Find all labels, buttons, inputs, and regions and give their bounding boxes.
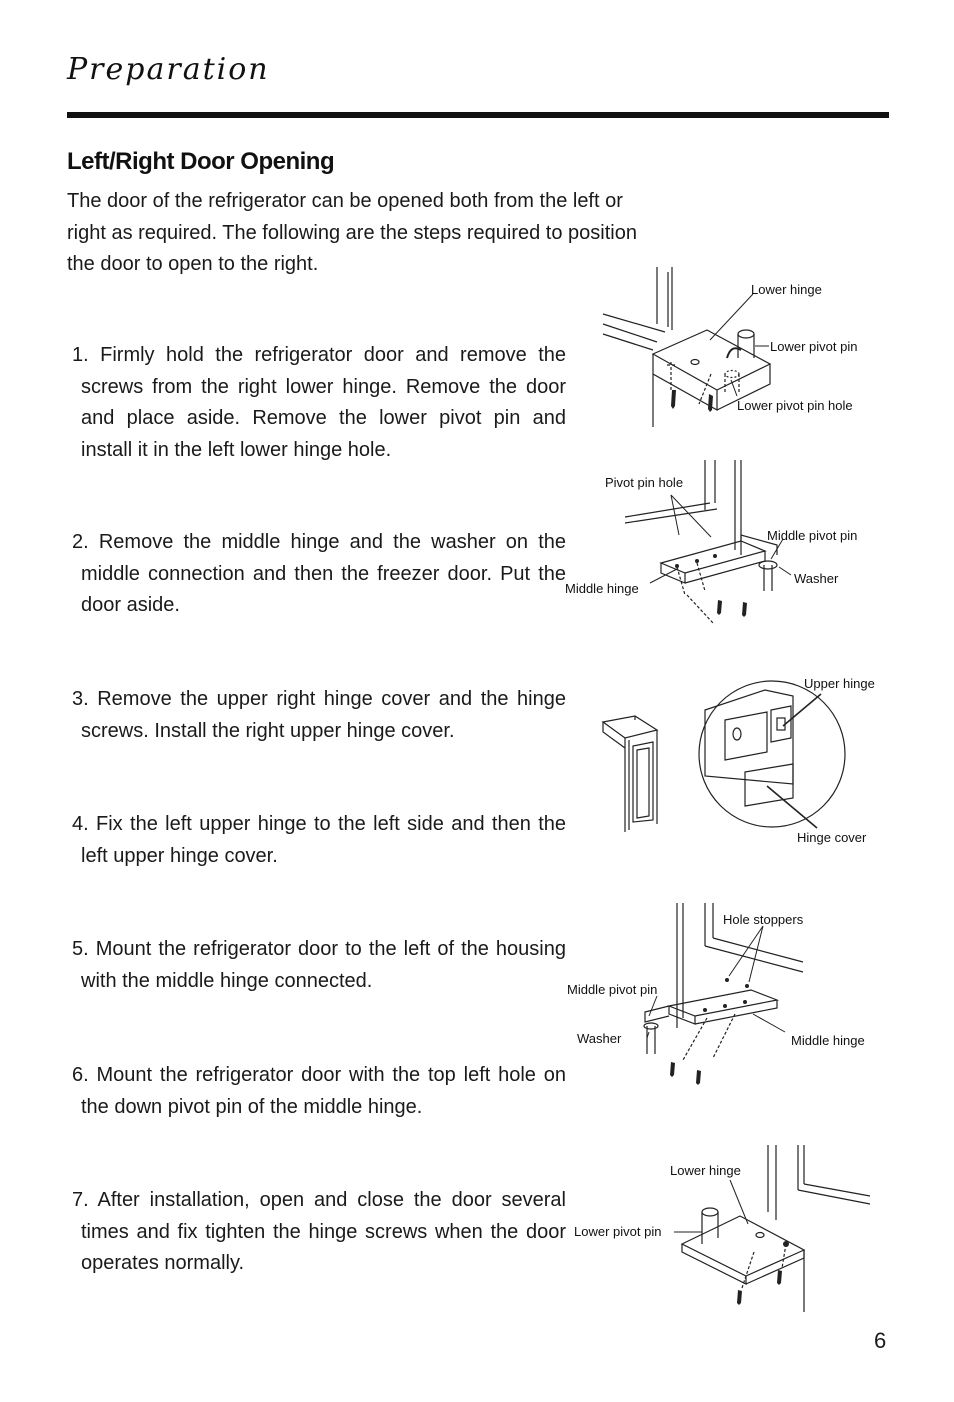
label-lower-pivot-pin: Lower pivot pin bbox=[574, 1224, 662, 1239]
middle-hinge-remount-figure bbox=[565, 898, 885, 1088]
step-7: 7. After installation, open and close the door several times and fix tighten the hinge screws when the door operates normally. bbox=[72, 1189, 566, 1274]
label-lower-hinge: Lower hinge bbox=[751, 282, 822, 297]
step-5: 5. Mount the refrigerator door to the left of the housing with the middle hinge connected. bbox=[72, 938, 566, 992]
upper-hinge-figure bbox=[595, 672, 890, 845]
lower-hinge-left-figure bbox=[570, 1140, 890, 1315]
header-rule bbox=[67, 112, 889, 118]
step-6: 6. Mount the refrigerator door with the top left hole on the down pivot pin of the middle hinge. bbox=[72, 1064, 566, 1118]
page-number: 6 bbox=[874, 1328, 887, 1353]
label-lower-pivot-pin-hole: Lower pivot pin hole bbox=[737, 398, 853, 413]
label-middle-pivot-pin: Middle pivot pin bbox=[767, 528, 858, 543]
middle-hinge-figure bbox=[565, 455, 885, 630]
label-middle-pivot-pin: Middle pivot pin bbox=[567, 982, 658, 997]
label-hinge-cover: Hinge cover bbox=[797, 830, 867, 845]
label-hole-stoppers: Hole stoppers bbox=[723, 912, 804, 927]
lower-hinge-figure bbox=[595, 262, 895, 437]
step-3: 3. Remove the upper right hinge cover and the hinge screws. Install the right upper hinge cover. bbox=[72, 688, 566, 742]
section-title: Preparation bbox=[67, 52, 270, 87]
step-4: 4. Fix the left upper hinge to the left side and then the left upper hinge cover. bbox=[72, 813, 566, 867]
label-lower-hinge: Lower hinge bbox=[670, 1163, 741, 1178]
label-middle-hinge: Middle hinge bbox=[791, 1033, 865, 1048]
label-middle-hinge: Middle hinge bbox=[565, 581, 639, 596]
step-1: 1. Firmly hold the refrigerator door and remove the screws from the right lower hinge. Remove the door and place aside. Remove the lower pivot pin and install it in the left lower hinge hole. bbox=[72, 344, 566, 461]
label-pivot-pin-hole: Pivot pin hole bbox=[605, 475, 684, 490]
page-heading: Left/Right Door Opening bbox=[67, 148, 335, 175]
step-2: 2. Remove the middle hinge and the washer on the middle connection and then the freezer door. Put the door aside. bbox=[72, 531, 566, 616]
label-lower-pivot-pin: Lower pivot pin bbox=[770, 339, 858, 354]
label-washer: Washer bbox=[794, 571, 839, 586]
intro-paragraph: The door of the refrigerator can be opened both from the left or right as required. The following are the steps required to position the door to open to the right. bbox=[67, 190, 637, 275]
label-washer: Washer bbox=[577, 1031, 622, 1046]
label-upper-hinge: Upper hinge bbox=[804, 676, 875, 691]
